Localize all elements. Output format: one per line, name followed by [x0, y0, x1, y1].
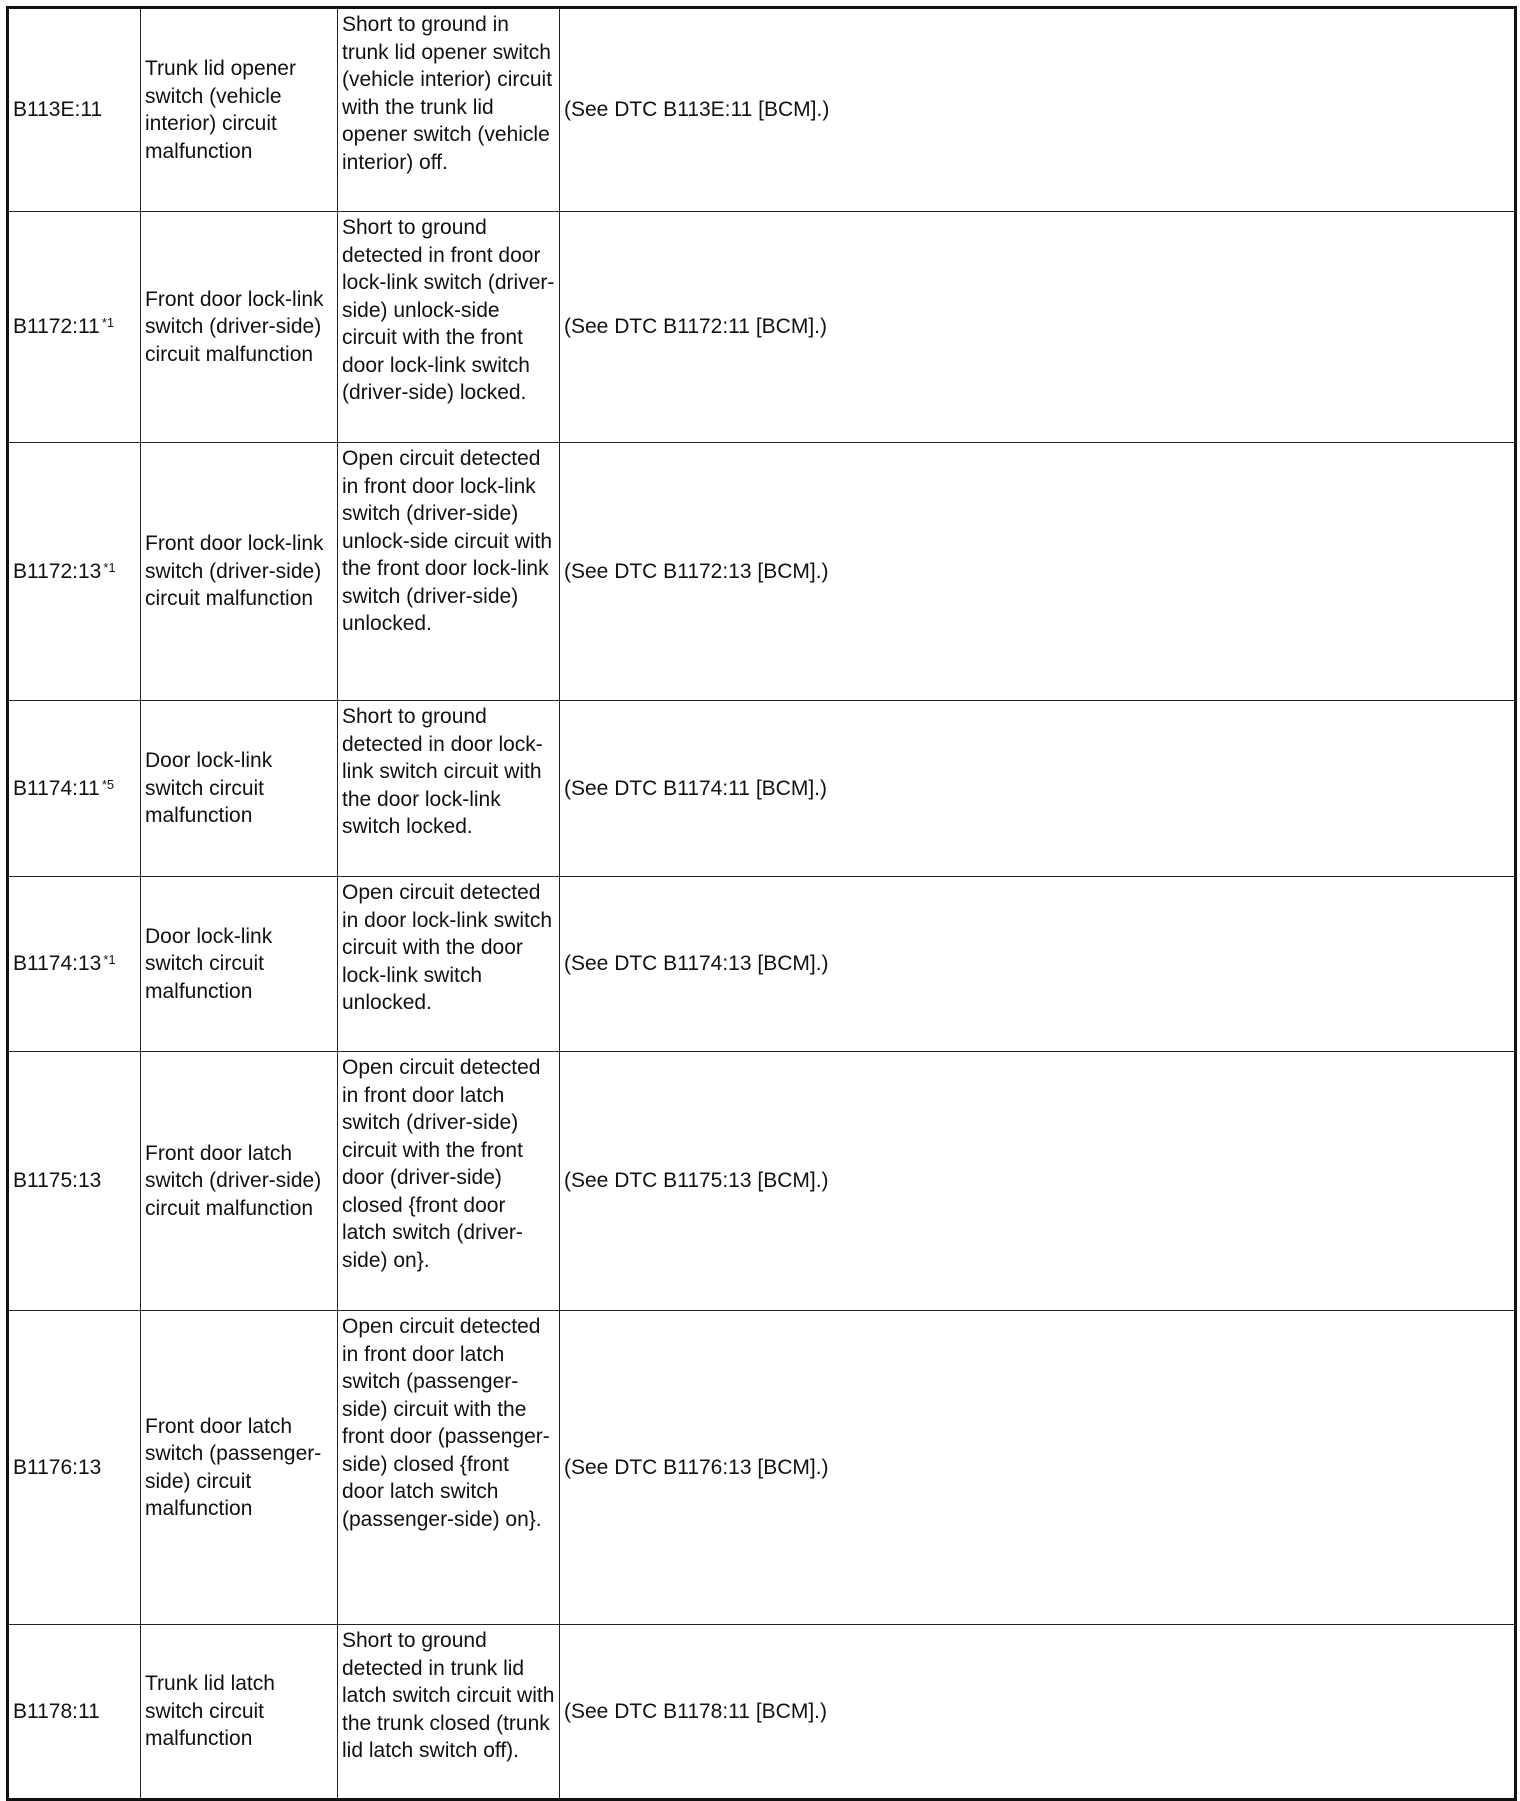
detection-condition-cell: Short to ground detected in trunk lid latch switch circuit with the trunk closed (trunk lid latch switch off). [338, 1625, 560, 1800]
dtc-code: B113E:11 [13, 98, 103, 122]
dtc-name-cell: Front door latch switch (driver-side) circuit malfunction [141, 1052, 338, 1311]
dtc-code-cell [8, 1625, 141, 1800]
detection-condition-cell: Open circuit detected in front door latch switch (passenger-side) circuit with the front door (passenger-side) closed {front door latch switch (passenger-side) on}. [338, 1311, 560, 1625]
dtc-code-cell [8, 1311, 141, 1625]
dtc-name-cell: Front door lock-link switch (driver-side) circuit malfunction [141, 443, 338, 701]
reference-cell: (See DTC B1175:13 [BCM].) [560, 1052, 1516, 1311]
table-row [8, 701, 1516, 877]
dtc-code-cell [8, 212, 141, 443]
footnote-mark: *1 [103, 952, 116, 968]
dtc-code-cell [8, 1052, 141, 1311]
reference-cell: (See DTC B1174:13 [BCM].) [560, 877, 1516, 1052]
dtc-name-cell: Front door lock-link switch (driver-side) circuit malfunction [141, 212, 338, 443]
reference-cell: (See DTC B1178:11 [BCM].) [560, 1625, 1516, 1800]
table-row [8, 443, 1516, 701]
dtc-code: B1174:13 [13, 952, 102, 976]
dtc-code: B1175:13 [13, 1169, 102, 1193]
reference-cell: (See DTC B1172:11 [BCM].) [560, 212, 1516, 443]
reference-cell: (See DTC B1176:13 [BCM].) [560, 1311, 1516, 1625]
detection-condition-cell: Open circuit detected in front door latch switch (driver-side) circuit with the front door (driver-side) closed {front door latch switch (driver-side) on}. [338, 1052, 560, 1311]
detection-condition-cell: Short to ground in trunk lid opener switch (vehicle interior) circuit with the trunk lid opener switch (vehicle interior) off. [338, 8, 560, 212]
detection-condition-cell: Short to ground detected in door lock-link switch circuit with the door lock-link switch locked. [338, 701, 560, 877]
dtc-name-cell: Trunk lid opener switch (vehicle interior) circuit malfunction [141, 8, 338, 212]
detection-condition-cell: Open circuit detected in front door lock-link switch (driver-side) unlock-side circuit with the front door lock-link switch (driver-side) unlocked. [338, 443, 560, 701]
dtc-name-cell: Front door latch switch (passenger-side) circuit malfunction [141, 1311, 338, 1625]
table-row [8, 1311, 1516, 1625]
dtc-table [6, 6, 1517, 1801]
dtc-code: B1172:13 [13, 559, 102, 583]
reference-cell: (See DTC B113E:11 [BCM].) [560, 8, 1516, 212]
footnote-mark: *1 [101, 315, 115, 331]
table-row [8, 1625, 1516, 1800]
reference-cell: (See DTC B1174:11 [BCM].) [560, 701, 1516, 877]
detection-condition-cell: Short to ground detected in front door lock-link switch (driver-side) unlock-side circuit with the front door lock-link switch (driver-side) locked. [338, 212, 560, 443]
dtc-code: B1172:11 [13, 315, 100, 339]
table-row [8, 877, 1516, 1052]
dtc-code-cell [8, 877, 141, 1052]
dtc-code-cell [8, 443, 141, 701]
dtc-table-body [8, 8, 1516, 1800]
footnote-mark: *5 [101, 776, 115, 792]
footnote-mark: *1 [103, 559, 116, 575]
dtc-name-cell: Trunk lid latch switch circuit malfunction [141, 1625, 338, 1800]
detection-condition-cell: Open circuit detected in door lock-link switch circuit with the door lock-link switch unlocked. [338, 877, 560, 1052]
dtc-name-cell: Door lock-link switch circuit malfunction [141, 701, 338, 877]
table-row [8, 1052, 1516, 1311]
dtc-code: B1174:11 [13, 776, 100, 800]
dtc-code: B1178:11 [13, 1699, 100, 1723]
dtc-code-cell [8, 701, 141, 877]
dtc-name-cell: Door lock-link switch circuit malfunction [141, 877, 338, 1052]
table-row [8, 8, 1516, 212]
reference-cell: (See DTC B1172:13 [BCM].) [560, 443, 1516, 701]
dtc-code: B1176:13 [13, 1455, 102, 1479]
dtc-code-cell [8, 8, 141, 212]
table-row [8, 212, 1516, 443]
